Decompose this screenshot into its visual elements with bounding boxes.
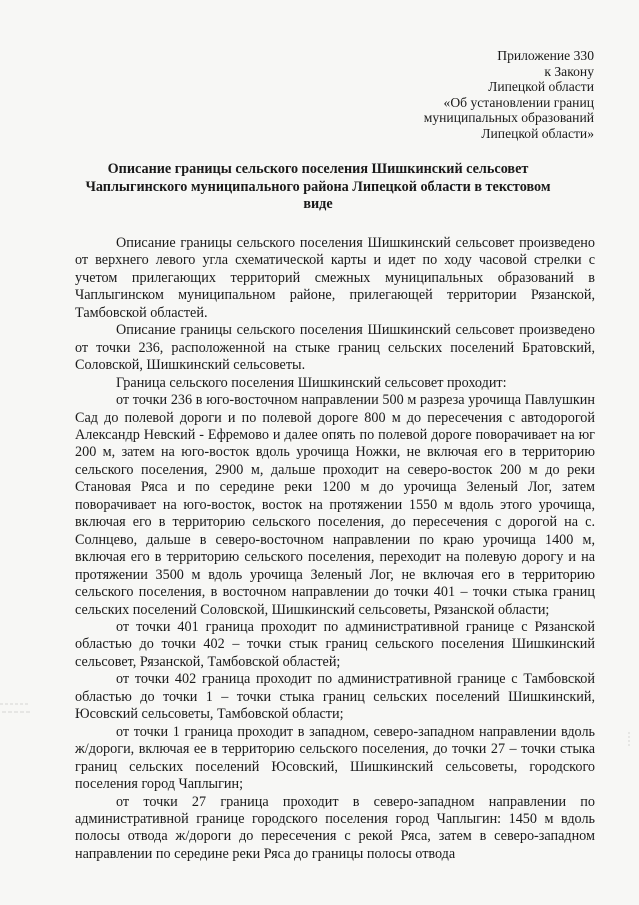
paragraph: Граница сельского поселения Шишкинский сельсовет проходит: <box>116 374 507 391</box>
document-title: Описание границы сельского поселения Шишкинский сельсовет Чаплыгинского муниципального района Липецкой области в текстовом виде <box>85 161 551 212</box>
paragraph: Описание границы сельского поселения Шишкинский сельсовет произведено от точки 236, расположенной на стыке границ сельских поселений Братовский, Соловской, Шишкинский сельсоветы. <box>75 322 595 374</box>
scan-artifact <box>0 700 34 720</box>
paragraph: от точки 402 граница проходит по административной границе с Тамбовской областью до точки 1 – точки стыка границ сельских поселений Шишкинский, Юсовский сельсоветы, Тамбовской области; <box>75 671 595 723</box>
appendix-line: Приложение 330 <box>497 48 594 63</box>
appendix-line: «Об установлении границ <box>443 94 594 110</box>
appendix-line: Липецкой области» <box>481 125 594 141</box>
scan-artifact <box>627 730 639 750</box>
appendix-line: муниципальных образований <box>423 110 594 125</box>
paragraph: Описание границы сельского поселения Шишкинский сельсовет произведено от верхнего левого угла схематической карты и идет по ходу часовой стрелки с учетом прилегающих территорий смежных муниципальных образований в Чаплыгинском муниципальном районе, прилегающей территории Рязанской, Тамбовской областей. <box>75 235 595 321</box>
paragraph: от точки 1 граница проходит в западном, северо-западном направлении вдоль ж/дороги, включая ее в территорию сельского поселения, до точки 27 – точки стыка границ сельских поселений Юсовский, Шишкинский сельсоветы, городского поселения город Чаплыгин; <box>75 723 595 793</box>
paragraph: от точки 401 граница проходит по административной границе с Рязанской областью до точки 402 – точки стык границ сельского поселения Шишкинский сельсовет, Рязанской, Тамбовской областей; <box>75 618 595 670</box>
document-body <box>75 235 595 863</box>
appendix-line: Липецкой области <box>488 79 594 94</box>
appendix-line: к Закону <box>544 63 594 79</box>
paragraph: от точки 27 граница проходит в северо-западном направлении по административной границе городского поселения город Чаплыгин: 1450 м вдоль полосы отвода ж/дороги до пересечения с рекой Ряса, затем в северо-западном направлении по середине реки Ряса до границы полосы отвода <box>75 793 595 862</box>
paragraph: от точки 236 в юго-восточном направлении 500 м разреза урочища Павлушкин Сад до полевой дороги и по полевой дороге 800 м до пересечения с автодорогой Александр Невский - Ефремово и далее опять по полевой дороге поворачивает на юг 200 м, затем на юго-восток вдоль урочища Ножки, не включая его в территорию сельского поселения, 2900 м, дальше проходит на северо-восток 200 м до реки Становая Ряса и по середине реки 1200 м до урочища Зеленый Лог, затем поворачивает на юго-восток, восток на протяжении 1550 м вдоль этого урочища, включая его в территорию сельского поселения, до пересечения с дорогой на с. Солнцево, дальше в северо-восточном направлении по краю урочища 1400 м, включая его в территорию сельского поселения, переходит на полевую дорогу и на протяжении 3500 м вдоль урочища Зеленый Лог, не включая его в территорию сельского поселения, в восточном направлении до точки 401 – точки стыка границ сельских поселений Соловской, Шишкинский сельсоветы, Рязанской области; <box>75 392 595 618</box>
appendix-header <box>424 48 594 141</box>
